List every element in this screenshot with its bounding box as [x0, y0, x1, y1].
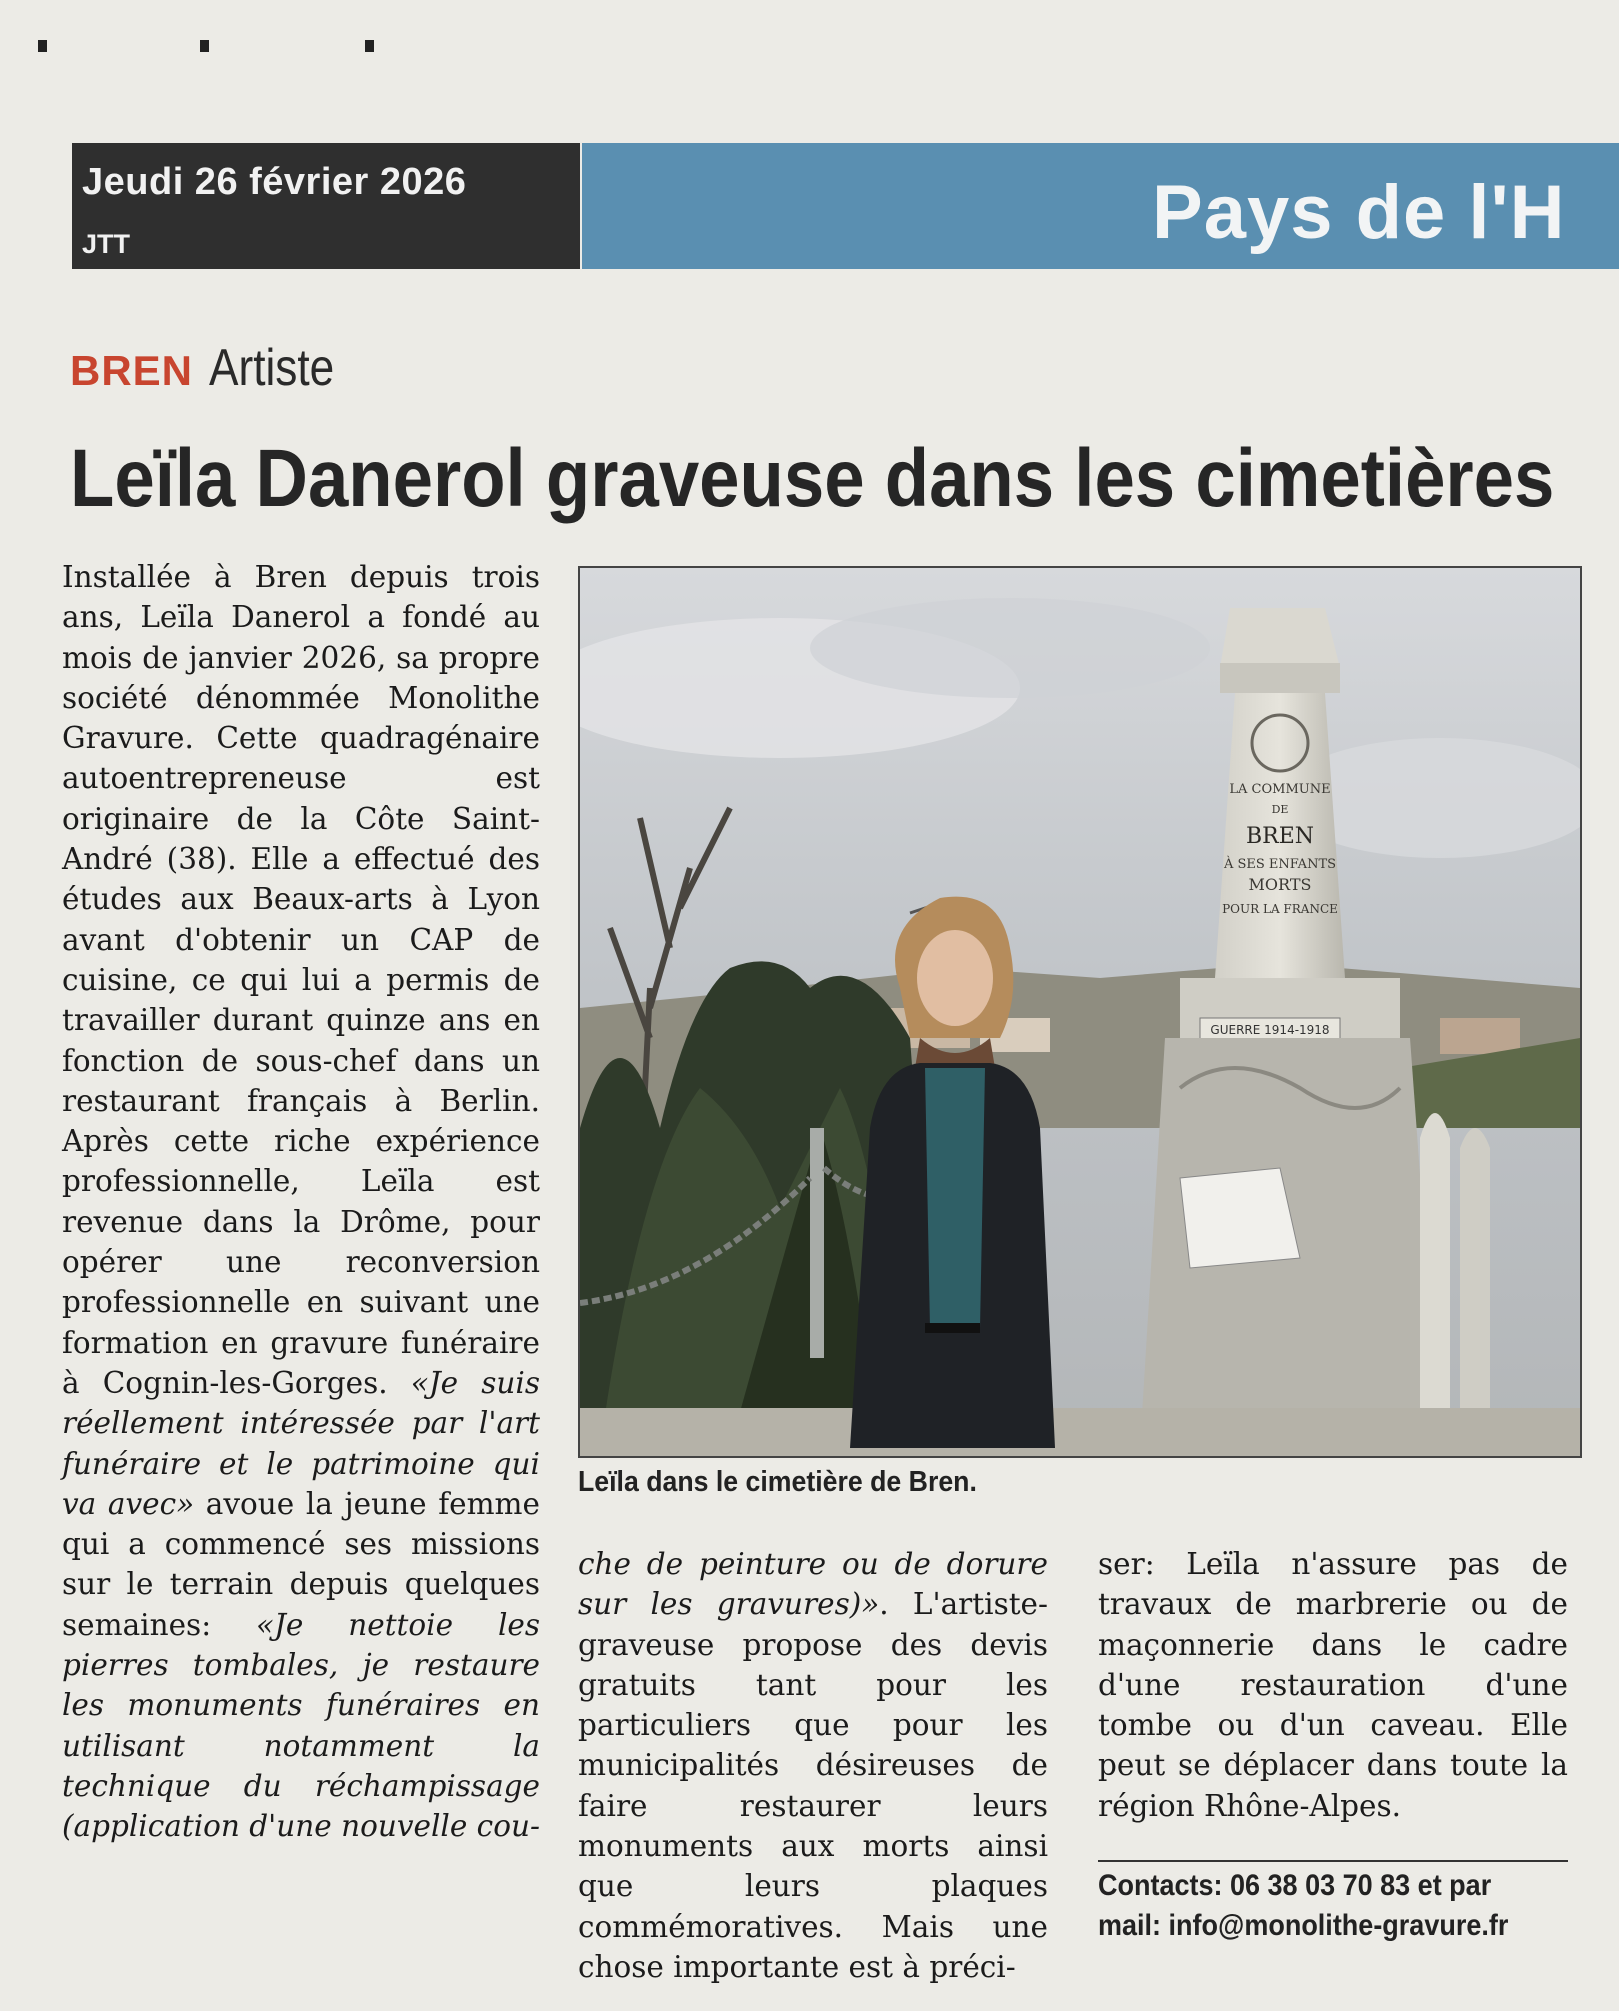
- kicker-rubric: Artiste: [209, 339, 335, 397]
- kicker: [70, 338, 357, 398]
- monument-text-line: MORTS: [1248, 875, 1312, 894]
- body-text: avoue la jeune femme qui a commencé ses missions sur le terrain depuis quelques semaines:: [62, 1486, 540, 1642]
- section-band: [582, 143, 1619, 269]
- contacts-phone: Contacts: 06 38 03 70 83 et par: [1098, 1869, 1492, 1902]
- monument-text-line: BREN: [1245, 824, 1315, 849]
- monument-plaque: GUERRE 1914-1918: [1210, 1023, 1330, 1037]
- article-headline: Leïla Danerol graveuse dans les cimetières: [70, 433, 1555, 524]
- punch-hole: [38, 40, 47, 52]
- article-column-3: [1098, 1544, 1568, 1826]
- monument-text-line: POUR LA FRANCE: [1222, 902, 1338, 916]
- date-box: [72, 143, 580, 269]
- article-photo: [578, 566, 1582, 1458]
- contacts-divider: [1098, 1860, 1568, 1862]
- section-name: Pays de l'H: [1152, 170, 1566, 255]
- monument-text-line: DE: [1271, 803, 1289, 816]
- article-column-2: [578, 1544, 1048, 1987]
- cemetery-photo-illustration: [580, 568, 1580, 1456]
- body-paragraph: ser: Leïla n'assure pas de travaux de marbrerie ou de maçonnerie dans le cadre d'une restauration d'une tombe ou d'un caveau. Elle peut se déplacer dans toute la région Rhône-Alpes.: [1098, 1547, 1568, 1823]
- photo-caption: Leïla dans le cimetière de Bren.: [578, 1466, 977, 1498]
- quote-text: che de peinture ou de dorure sur les gravures)»: [578, 1547, 1048, 1622]
- publication-name: JTT: [82, 229, 131, 259]
- punch-hole: [200, 40, 209, 52]
- kicker-place: BREN: [70, 347, 194, 394]
- issue-date: Jeudi 26 février 2026: [82, 161, 467, 203]
- body-text: Installée à Bren depuis trois ans, Leïla Danerol a fondé au mois de janvier 2026, sa propre société dénommée Monolithe Gravure. Cette quadragénaire autoentrepreneuse est originaire de la Côte Saint-André (38). Elle a effectué des études aux Beaux-arts à Lyon avant d'obtenir un CAP de cuisine, ce qui lui a permis de travailler durant quinze ans en fonction de sous-chef dans un restaurant français à Berlin. Après cette riche expérience professionnelle, Leïla est revenue dans la Drôme, pour opérer une reconversion professionnelle en suivant une formation en gravure funéraire à Cognin-les-Gorges.: [62, 560, 540, 1400]
- body-text: . L'artiste-graveuse propose des devis gratuits tant pour les particuliers que pour les municipalités désireuses de faire restaurer leurs monuments aux morts ainsi que leurs plaques commémoratives. Mais une chose importante est à préci-: [578, 1587, 1048, 1984]
- monument-text-line: À SES ENFANTS: [1223, 857, 1337, 872]
- quote-text: «Je suis réellement intéressée par l'art funéraire et le patrimoine qui va avec»: [62, 1365, 540, 1521]
- contacts-email: mail: info@monolithe-gravure.fr: [1098, 1909, 1509, 1942]
- body-paragraph: [578, 1544, 1048, 1987]
- monument-text-line: LA COMMUNE: [1229, 782, 1331, 797]
- punch-hole: [365, 40, 374, 52]
- contacts-box: [1098, 1866, 1578, 1946]
- article-column-1: [62, 557, 540, 1847]
- body-paragraph: [62, 557, 540, 1847]
- quote-text: «Je nettoie les pierres tombales, je restaure les monuments funéraires en utilisant notamment la technique du réchampissage (application d'une nouvelle cou-: [62, 1607, 540, 1844]
